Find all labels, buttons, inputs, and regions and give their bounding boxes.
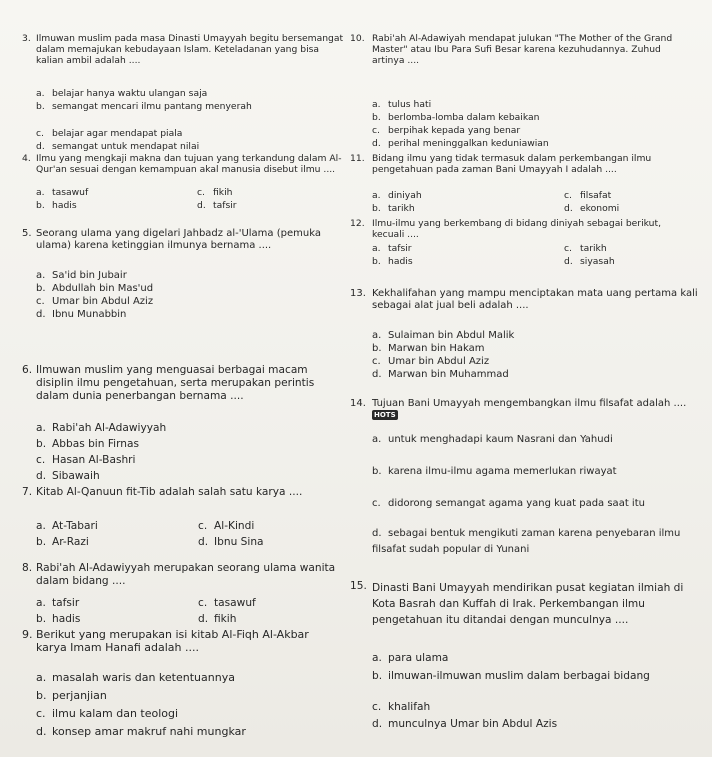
- option-b[interactable]: b. Marwan bin Hakam: [372, 343, 485, 354]
- question-number: 14.: [350, 398, 366, 409]
- option-a[interactable]: a. untuk menghadapi kaum Nasrani dan Yahudi: [372, 434, 613, 445]
- option-b[interactable]: b. tarikh: [372, 203, 415, 214]
- option-d[interactable]: d. Ibnu Munabbin: [36, 309, 127, 320]
- option-c[interactable]: c. tasawuf: [198, 597, 256, 609]
- question-number: 12.: [350, 218, 365, 229]
- question-4: [22, 153, 344, 233]
- question-number: 6.: [22, 364, 33, 376]
- option-a[interactable]: a. Sa'id bin Jubair: [36, 270, 127, 281]
- option-d[interactable]: d. semangat untuk mendapat nilai: [36, 141, 200, 152]
- option-b[interactable]: b. hadis: [36, 200, 77, 211]
- option-b[interactable]: b. Ar-Razi: [36, 536, 89, 548]
- option-b[interactable]: b. berlomba-lomba dalam kebaikan: [372, 112, 540, 123]
- option-c[interactable]: c. berpihak kepada yang benar: [372, 125, 521, 136]
- option-b[interactable]: b. hadis: [372, 256, 413, 267]
- option-a[interactable]: a. para ulama: [372, 652, 449, 664]
- option-a[interactable]: a. tulus hati: [372, 99, 432, 110]
- question-number: 3.: [22, 33, 31, 44]
- option-c[interactable]: c. fikih: [197, 187, 233, 198]
- option-c[interactable]: c. ilmu kalam dan teologi: [36, 707, 179, 720]
- question-3: [22, 33, 344, 161]
- option-a[interactable]: a. diniyah: [372, 190, 422, 201]
- option-d[interactable]: d. tafsir: [197, 200, 237, 211]
- question-number: 11.: [350, 153, 365, 164]
- option-a[interactable]: a. masalah waris dan ketentuannya: [36, 671, 235, 684]
- option-b[interactable]: b. karena ilmu-ilmu agama memerlukan riwayat: [372, 466, 617, 477]
- question-text: Ilmu yang mengkaji makna dan tujuan yang terkandung dalam Al-Qur'an sesuai dengan kemampuan akal manusia disebut ilmu ....: [36, 153, 342, 176]
- option-b[interactable]: b. Abdullah bin Mas'ud: [36, 283, 154, 294]
- option-c[interactable]: c. filsafat: [564, 190, 612, 201]
- question-10: [350, 33, 700, 153]
- option-b[interactable]: b. Abbas bin Firnas: [36, 438, 139, 450]
- question-text: Dinasti Bani Umayyah mendirikan pusat kegiatan ilmiah di Kota Basrah dan Kuffah di Irak. Perkembangan ilmu pengetahuan itu ditandai dengan munculnya ....: [372, 582, 684, 626]
- option-c[interactable]: c. khalifah: [372, 701, 431, 713]
- option-b[interactable]: b. hadis: [36, 613, 81, 625]
- option-d[interactable]: d. Sibawaih: [36, 470, 100, 482]
- question-number: 7.: [22, 486, 33, 498]
- option-c[interactable]: c. Umar bin Abdul Aziz: [36, 296, 154, 307]
- question-6: [22, 364, 344, 494]
- question-text: Rabi'ah Al-Adawiyah mendapat julukan "The Mother of the Grand Master" atau Ibu Para Sufi Besar karena kezuhudannya. Zuhud artinya ....: [372, 33, 673, 67]
- hots-badge: HOTS: [374, 411, 396, 420]
- question-14: [350, 398, 700, 578]
- question-number: 13.: [350, 288, 366, 299]
- question-number: 5.: [22, 228, 32, 239]
- option-b[interactable]: b. ilmuwan-ilmuwan muslim dalam berbagai bidang: [372, 670, 650, 682]
- option-a[interactable]: a. Rabi'ah Al-Adawiyyah: [36, 422, 167, 434]
- question-text: Rabi'ah Al-Adawiyyah merupakan seorang ulama wanita dalam bidang ....: [36, 562, 336, 587]
- question-number: 8.: [22, 562, 33, 574]
- option-b[interactable]: b. perjanjian: [36, 689, 107, 702]
- question-text: Bidang ilmu yang tidak termasuk dalam perkembangan ilmu pengetahuan pada zaman Bani Umayyah I adalah ....: [372, 153, 652, 176]
- option-d[interactable]: d. fikih: [198, 613, 237, 625]
- question-text: Tujuan Bani Umayyah mengembangkan ilmu filsafat adalah .... HOTS: [372, 398, 687, 420]
- question-11: [350, 153, 700, 223]
- option-d[interactable]: d. siyasah: [564, 256, 615, 267]
- question-text: Ilmu-ilmu yang berkembang di bidang diniyah sebagai berikut, kecuali ....: [372, 218, 662, 241]
- question-text: Ilmuwan muslim pada masa Dinasti Umayyah begitu bersemangat dalam memajukan kebudayaan Islam. Keteladanan yang bisa kalian ambil adalah ....: [36, 33, 344, 67]
- question-text: Kitab Al-Qanuun fit-Tib adalah salah satu karya ....: [36, 486, 303, 498]
- question-15: [350, 580, 700, 755]
- option-d[interactable]: d. Marwan bin Muhammad: [372, 369, 509, 380]
- question-13: [350, 288, 700, 406]
- option-b[interactable]: b. semangat mencari ilmu pantang menyerah: [36, 101, 252, 112]
- question-number: 9.: [22, 628, 33, 641]
- question-8: [22, 562, 344, 632]
- question-text: Berikut yang merupakan isi kitab Al-Fiqh Al-Akbar karya Imam Hanafi adalah ....: [36, 628, 309, 655]
- option-c[interactable]: c. tarikh: [564, 243, 607, 254]
- question-text: Seorang ulama yang digelari Jahbadz al-'Ulama (pemuka ulama) karena ketinggian ilmunya bernama ....: [36, 228, 321, 252]
- question-text: Ilmuwan muslim yang menguasai berbagai macam disiplin ilmu pengetahuan, serta merupakan perintis dalam dunia penerbangan bernama ....: [36, 364, 315, 402]
- question-7: [22, 486, 344, 556]
- question-number: 4.: [22, 153, 31, 164]
- option-d[interactable]: d. perihal meninggalkan keduniawian: [372, 138, 549, 149]
- option-d[interactable]: d. munculnya Umar bin Abdul Azis: [372, 718, 558, 730]
- option-d[interactable]: d. ekonomi: [564, 203, 620, 214]
- option-a[interactable]: a. tafsir: [372, 243, 412, 254]
- option-d[interactable]: d. Ibnu Sina: [198, 536, 264, 548]
- question-number: 10.: [350, 33, 365, 44]
- option-a[interactable]: a. Sulaiman bin Abdul Malik: [372, 330, 515, 341]
- option-c[interactable]: c. belajar agar mendapat piala: [36, 128, 183, 139]
- option-d[interactable]: d. konsep amar makruf nahi mungkar: [36, 725, 246, 738]
- option-a[interactable]: a. At-Tabari: [36, 520, 98, 532]
- option-c[interactable]: c. didorong semangat agama yang kuat pada saat itu: [372, 498, 645, 509]
- question-number: 15.: [350, 580, 367, 592]
- option-c[interactable]: c. Umar bin Abdul Aziz: [372, 356, 490, 367]
- question-5: [22, 228, 344, 358]
- option-c[interactable]: c. Al-Kindi: [198, 520, 255, 532]
- question-9: [22, 628, 344, 753]
- option-a[interactable]: a. belajar hanya waktu ulangan saja: [36, 88, 208, 99]
- option-a[interactable]: a. tasawuf: [36, 187, 89, 198]
- question-12: [350, 218, 700, 288]
- option-c[interactable]: c. Hasan Al-Bashri: [36, 454, 136, 466]
- question-text: Kekhalifahan yang mampu menciptakan mata uang pertama kali sebagai alat jual beli adalah ....: [372, 288, 698, 312]
- option-d[interactable]: d. sebagai bentuk mengikuti zaman karena penyebaran ilmu filsafat sudah popular di Yunani: [372, 528, 681, 555]
- option-a[interactable]: a. tafsir: [36, 597, 80, 609]
